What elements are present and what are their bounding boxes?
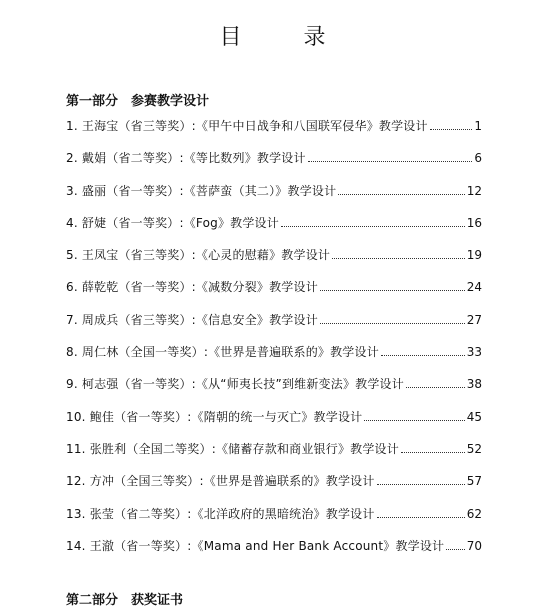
toc-page-number: 52 <box>466 441 482 456</box>
dot-leader <box>406 387 465 388</box>
dot-leader <box>377 484 465 485</box>
toc-page-number: 62 <box>466 506 482 521</box>
toc-page-number: 57 <box>466 474 482 489</box>
toc-entry[interactable] <box>66 311 482 343</box>
toc-page-number: 27 <box>466 312 482 327</box>
toc-entry[interactable] <box>66 408 482 440</box>
toc-entry[interactable] <box>66 214 482 246</box>
dot-leader <box>401 452 465 453</box>
toc-entry-title: 5. 王凤宝（省三等奖）:《心灵的慰藉》教学设计 <box>66 248 331 263</box>
table-of-contents <box>66 117 482 569</box>
dot-leader <box>377 517 465 518</box>
toc-entry-title: 14. 王澈（省一等奖）:《Mama and Her Bank Account》教学设计 <box>66 538 445 553</box>
toc-entry[interactable] <box>66 472 482 504</box>
toc-page-number: 38 <box>466 377 482 392</box>
toc-entry[interactable] <box>66 149 482 181</box>
toc-page-number: 6 <box>474 151 482 166</box>
toc-page-number: 45 <box>466 409 482 424</box>
toc-entry[interactable] <box>66 278 482 310</box>
toc-page-number: 12 <box>466 183 482 198</box>
toc-entry-title: 12. 方冲（全国三等奖）:《世界是普遍联系的》教学设计 <box>66 474 375 489</box>
toc-entry[interactable] <box>66 375 482 407</box>
toc-page-number: 16 <box>466 215 482 230</box>
toc-entry-title: 10. 鲍佳（省一等奖）:《隋朝的统一与灭亡》教学设计 <box>66 409 363 424</box>
toc-entry-title: 2. 戴娟（省二等奖）:《等比数列》教学设计 <box>66 151 306 166</box>
dot-leader <box>430 129 473 130</box>
toc-entry-title: 8. 周仁林（全国一等奖）:《世界是普遍联系的》教学设计 <box>66 345 379 360</box>
toc-entry-title: 7. 周成兵（省三等奖）:《信息安全》教学设计 <box>66 312 318 327</box>
toc-page-number: 70 <box>466 538 482 553</box>
toc-entry-title: 1. 王海宝（省三等奖）:《甲午中日战争和八国联军侵华》教学设计 <box>66 119 428 133</box>
toc-entry[interactable] <box>66 537 482 569</box>
toc-entry[interactable] <box>66 117 482 149</box>
dot-leader <box>364 420 464 421</box>
toc-entry[interactable] <box>66 246 482 278</box>
toc-entry[interactable] <box>66 505 482 537</box>
toc-entry-title: 4. 舒婕（省一等奖）:《Fog》教学设计 <box>66 215 279 230</box>
toc-entry-title: 13. 张莹（省二等奖）:《北洋政府的黑暗统治》教学设计 <box>66 506 375 521</box>
toc-entry[interactable] <box>66 343 482 375</box>
dot-leader <box>332 258 465 259</box>
toc-page-number: 19 <box>466 248 482 263</box>
toc-page-number: 33 <box>466 345 482 360</box>
toc-entry-title: 11. 张胜利（全国二等奖）:《储蓄存款和商业银行》教学设计 <box>66 441 399 456</box>
part-one-heading: 第一部分 参赛教学设计 <box>66 94 210 109</box>
dot-leader <box>320 323 465 324</box>
dot-leader <box>281 226 465 227</box>
page-title: 目 录 <box>219 25 346 50</box>
toc-entry-title: 3. 盛丽（省一等奖）:《菩萨蛮（其二）》教学设计 <box>66 183 337 198</box>
toc-entry-title: 6. 薛乾乾（省一等奖）:《减数分裂》教学设计 <box>66 280 318 295</box>
dot-leader <box>320 290 465 291</box>
dot-leader <box>381 355 465 356</box>
dot-leader <box>338 194 464 195</box>
dot-leader <box>308 161 473 162</box>
part-two-heading: 第二部分 获奖证书 <box>66 593 184 608</box>
dot-leader <box>446 549 464 550</box>
toc-page-number: 24 <box>466 280 482 295</box>
toc-entry-title: 9. 柯志强（省一等奖）:《从“师夷长技”到维新变法》教学设计 <box>66 377 404 392</box>
toc-entry[interactable] <box>66 182 482 214</box>
toc-entry[interactable] <box>66 440 482 472</box>
toc-page-number: 1 <box>474 119 482 133</box>
